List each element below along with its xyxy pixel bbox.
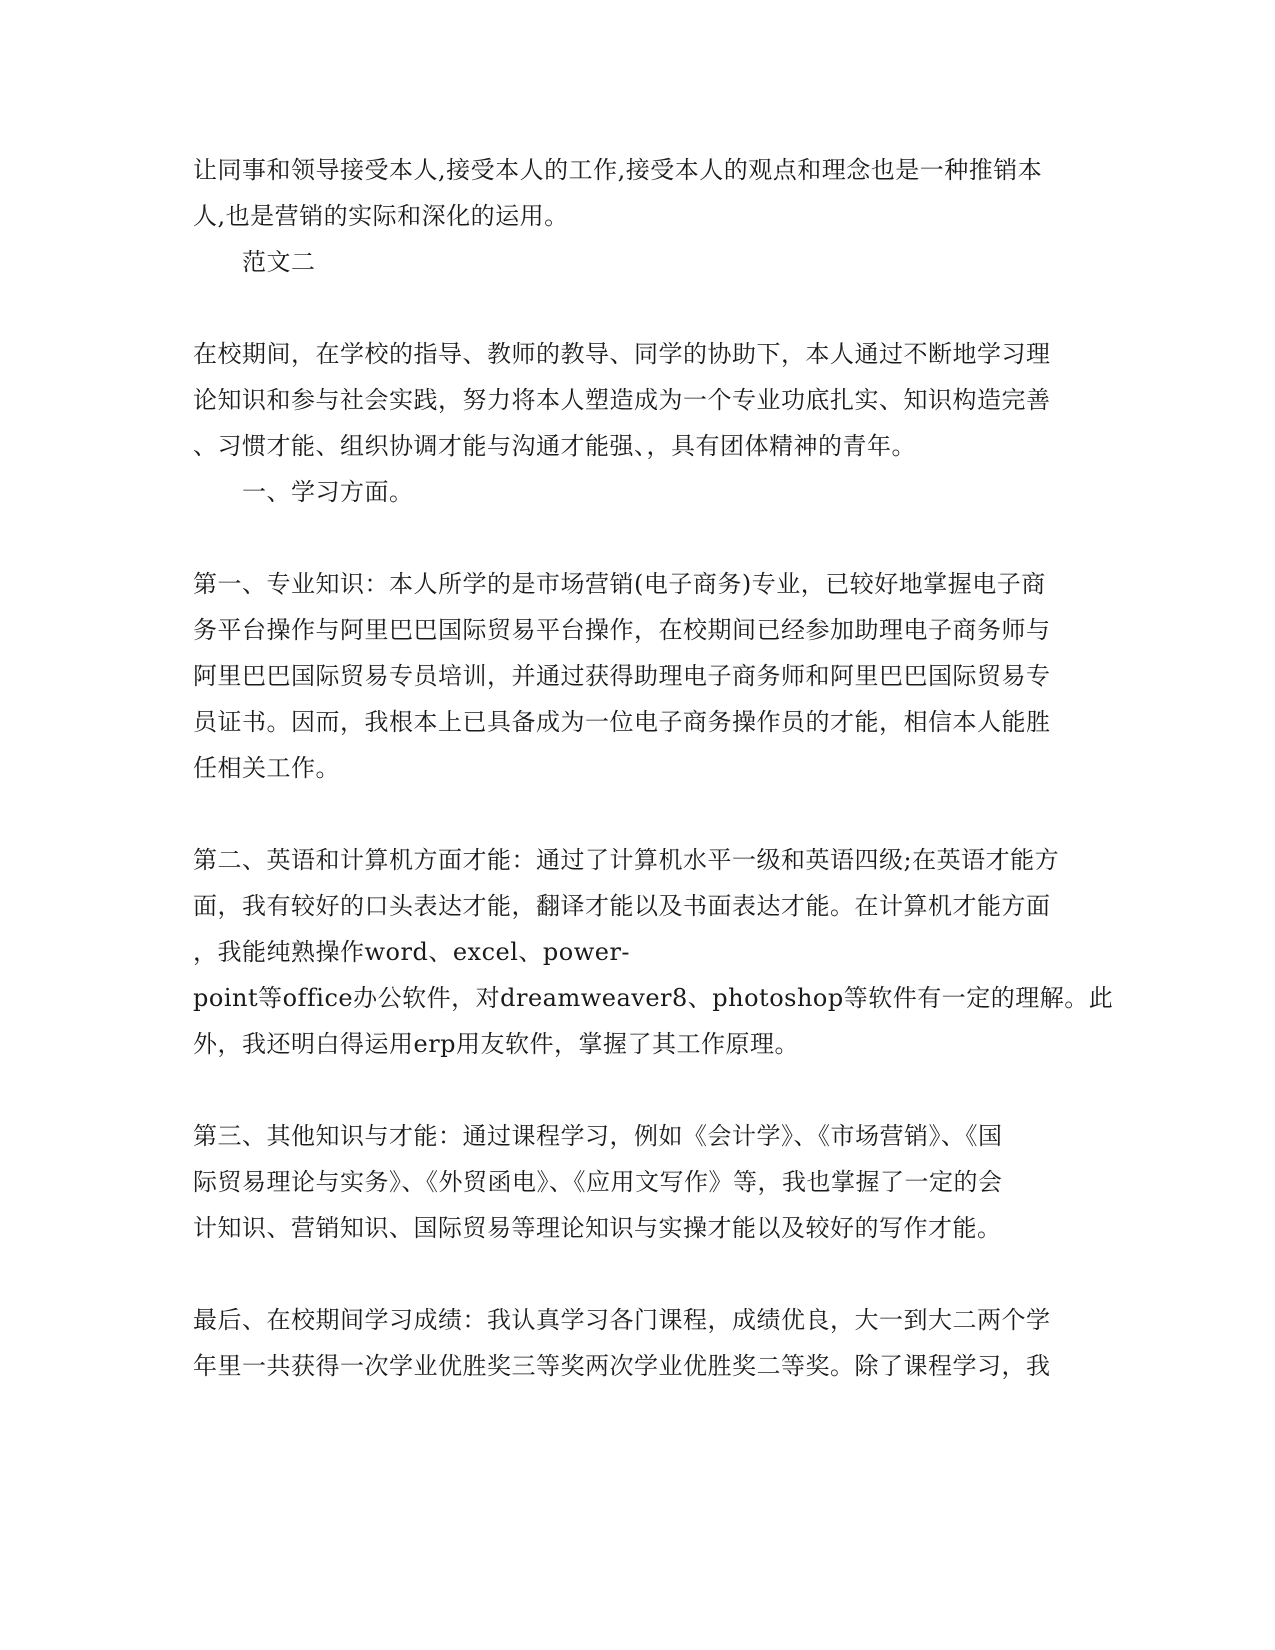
major-para-line-2: 务平台操作与阿里巴巴国际贸易平台操作，在校期间已经参加助理电子商务师与 <box>193 616 1051 644</box>
school-para-line-2: 论知识和参与社会实践，努力将本人塑造成为一个专业功底扎实、知识构造完善 <box>193 386 1051 414</box>
english-para-line-1: 第二、英语和计算机方面才能：通过了计算机水平一级和英语四级;在英语才能方 <box>193 846 1060 874</box>
final-para-line-2: 年里一共获得一次学业优胜奖三等奖两次学业优胜奖二等奖。除了课程学习，我 <box>193 1352 1051 1380</box>
english-para-line-2: 面，我有较好的口头表达才能，翻译才能以及书面表达才能。在计算机才能方面 <box>193 892 1051 920</box>
other-para-line-2: 际贸易理论与实务》、《外贸函电》、《应用文写作》等，我也掌握了一定的会 <box>193 1168 1003 1196</box>
school-para-line-3: 、习惯才能、组织协调才能与沟通才能强、，具有团体精神的青年。 <box>193 432 916 460</box>
english-para-line-5: 外，我还明白得运用erp用友软件，掌握了其工作原理。 <box>193 1030 800 1058</box>
other-para-line-3: 计知识、营销知识、国际贸易等理论知识与实操才能以及较好的写作才能。 <box>193 1214 1002 1242</box>
school-para-line-1: 在校期间，在学校的指导、教师的教导、同学的协助下，本人通过不断地学习理 <box>193 340 1051 368</box>
intro-line-1: 让同事和领导接受本人,接受本人的工作,接受本人的观点和理念也是一种推销本 <box>193 156 1043 184</box>
other-para-line-1: 第三、其他知识与才能：通过课程学习，例如《会计学》、《市场营销》、《国 <box>193 1122 1003 1150</box>
major-para-line-5: 任相关工作。 <box>193 754 340 782</box>
english-para-line-3: ，我能纯熟操作word、excel、power- <box>193 938 631 966</box>
major-para-line-3: 阿里巴巴国际贸易专员培训，并通过获得助理电子商务师和阿里巴巴国际贸易专 <box>193 662 1051 690</box>
intro-line-2: 人,也是营销的实际和深化的运用。 <box>193 202 569 230</box>
major-para-line-1: 第一、专业知识：本人所学的是市场营销(电子商务)专业，已较好地掌握电子商 <box>193 570 1046 598</box>
english-para-line-4: point等office办公软件，对dreamweaver8、photoshop等软件有一定的理解。此 <box>193 984 1114 1012</box>
heading-fanwen: 范文二 <box>242 248 316 276</box>
heading-study: 一、学习方面。 <box>242 478 414 506</box>
final-para-line-1: 最后、在校期间学习成绩：我认真学习各门课程，成绩优良，大一到大二两个学 <box>193 1306 1051 1334</box>
major-para-line-4: 员证书。因而，我根本上已具备成为一位电子商务操作员的才能，相信本人能胜 <box>193 708 1051 736</box>
